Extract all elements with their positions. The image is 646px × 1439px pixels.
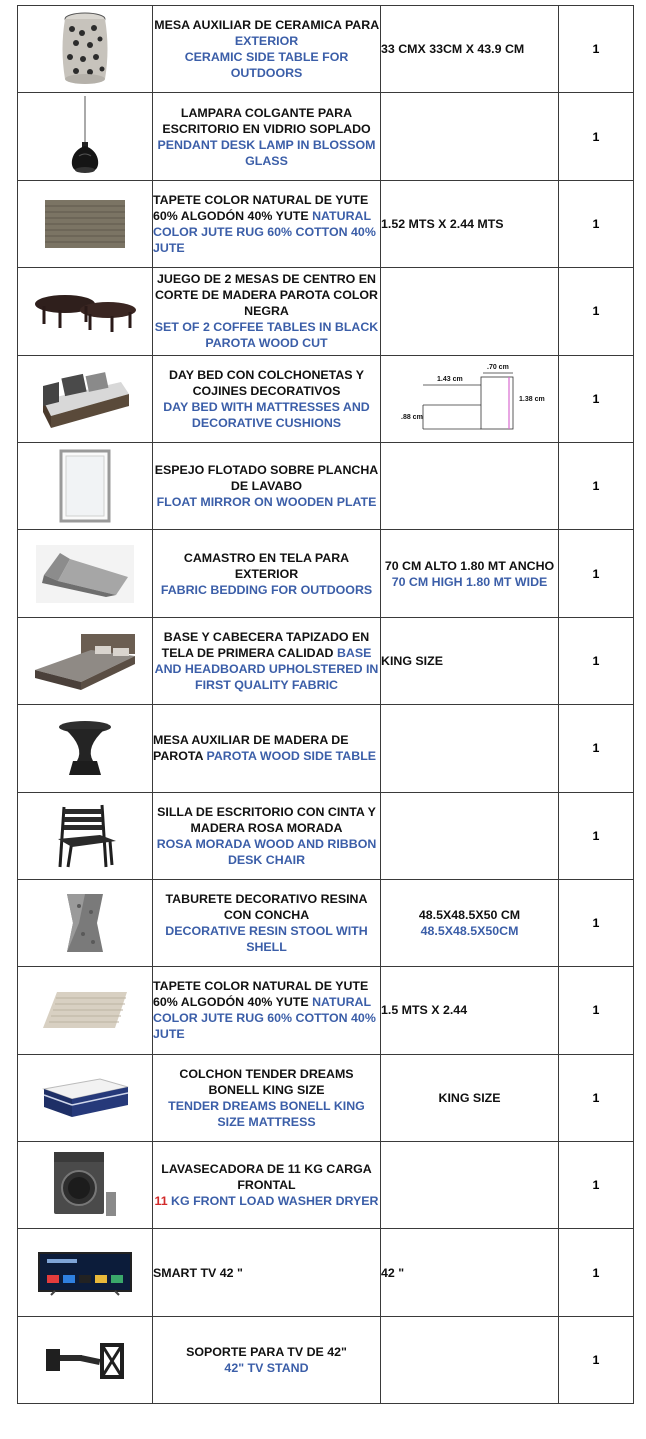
item-description: LAMPARA COLGANTE PARA ESCRITORIO EN VIDRIO SOPLADO PENDANT DESK LAMP IN BLOSSOM GLASS [153, 93, 381, 180]
coffee-tables-image [18, 268, 153, 355]
svg-text:.70 cm: .70 cm [486, 363, 509, 371]
item-description: LAVASECADORA DE 11 KG CARGA FRONTAL 11 KG FRONT LOAD WASHER DRYER [153, 1142, 381, 1229]
item-size [381, 442, 559, 529]
item-description: SILLA DE ESCRITORIO CON CINTA Y MADERA ROSA MORADA ROSA MORADA WOOD AND RIBBON DESK CHAIR [153, 792, 381, 879]
svg-text:.88 cm: .88 cm [400, 413, 423, 421]
tv-stand-image [18, 1316, 153, 1403]
jute-rug-image [18, 180, 153, 267]
item-description: MESA AUXILIAR DE MADERA DE PAROTA PAROTA WOOD SIDE TABLE [153, 705, 381, 792]
item-quantity: 1 [559, 268, 634, 355]
svg-text:1.43 cm: 1.43 cm [436, 375, 463, 383]
item-quantity: 1 [559, 1142, 634, 1229]
item-quantity: 1 [559, 355, 634, 442]
item-size: 33 CMX 33CM X 43.9 CM [381, 6, 559, 93]
item-quantity: 1 [559, 442, 634, 529]
item-size: 48.5X48.5X50 CM 48.5X48.5X50CM [381, 879, 559, 966]
item-size [381, 93, 559, 180]
item-size: 1.5 MTS X 2.44 [381, 967, 559, 1054]
mirror-image [18, 442, 153, 529]
item-description: TABURETE DECORATIVO RESINA CON CONCHA DECORATIVE RESIN STOOL WITH SHELL [153, 879, 381, 966]
item-size: 42 " [381, 1229, 559, 1316]
item-size: 1.52 MTS X 2.44 MTS [381, 180, 559, 267]
pendant-lamp-image [18, 93, 153, 180]
table-row [18, 879, 634, 966]
item-quantity: 1 [559, 530, 634, 617]
desk-chair-image [18, 792, 153, 879]
dimension-diagram [381, 355, 559, 442]
item-quantity: 1 [559, 967, 634, 1054]
item-size [381, 792, 559, 879]
table-row [18, 1054, 634, 1141]
table-row [18, 530, 634, 617]
resin-stool-image [18, 879, 153, 966]
table-row [18, 617, 634, 704]
item-size [381, 705, 559, 792]
item-size: KING SIZE [381, 617, 559, 704]
item-description: DAY BED CON COLCHONETAS Y COJINES DECORATIVOS DAY BED WITH MATTRESSES AND DECORATIVE CUSHIONS [153, 355, 381, 442]
table-row [18, 268, 634, 355]
item-quantity: 1 [559, 1316, 634, 1403]
washer-dryer-image [18, 1142, 153, 1229]
item-quantity: 1 [559, 1229, 634, 1316]
table-row [18, 355, 634, 442]
ceramic-side-table-image [18, 6, 153, 93]
table-row [18, 705, 634, 792]
table-row [18, 1229, 634, 1316]
table-row [18, 967, 634, 1054]
item-quantity: 1 [559, 6, 634, 93]
outdoor-lounger-image [18, 530, 153, 617]
item-quantity: 1 [559, 93, 634, 180]
table-row [18, 1316, 634, 1403]
table-row [18, 1142, 634, 1229]
item-quantity: 1 [559, 792, 634, 879]
item-size: KING SIZE [381, 1054, 559, 1141]
product-table [17, 5, 634, 1404]
item-description: CAMASTRO EN TELA PARA EXTERIOR FABRIC BEDDING FOR OUTDOORS [153, 530, 381, 617]
bed-image [18, 617, 153, 704]
day-bed-image [18, 355, 153, 442]
item-quantity: 1 [559, 617, 634, 704]
item-size: 70 CM ALTO 1.80 MT ANCHO 70 CM HIGH 1.80 MT WIDE [381, 530, 559, 617]
table-row [18, 792, 634, 879]
item-description: JUEGO DE 2 MESAS DE CENTRO EN CORTE DE MADERA PAROTA COLOR NEGRA SET OF 2 COFFEE TABLES IN BLACK PAROTA WOOD CUT [153, 268, 381, 355]
item-size [381, 268, 559, 355]
wood-side-table-image [18, 705, 153, 792]
item-quantity: 1 [559, 1054, 634, 1141]
item-description: COLCHON TENDER DREAMS BONELL KING SIZE TENDER DREAMS BONELL KING SIZE MATTRESS [153, 1054, 381, 1141]
item-description: MESA AUXILIAR DE CERAMICA PARA EXTERIOR CERAMIC SIDE TABLE FOR OUTDOORS [153, 6, 381, 93]
item-quantity: 1 [559, 705, 634, 792]
smart-tv-image [18, 1229, 153, 1316]
item-description: SOPORTE PARA TV DE 42" 42" TV STAND [153, 1316, 381, 1403]
jute-rug-2-image [18, 967, 153, 1054]
item-quantity: 1 [559, 180, 634, 267]
item-description: SMART TV 42 " [153, 1229, 381, 1316]
item-size [381, 1316, 559, 1403]
item-description: TAPETE COLOR NATURAL DE YUTE 60% ALGODÓN 40% YUTE NATURAL COLOR JUTE RUG 60% COTTON 40% JUTE [153, 180, 381, 267]
table-row [18, 442, 634, 529]
item-size [381, 1142, 559, 1229]
item-description: BASE Y CABECERA TAPIZADO EN TELA DE PRIMERA CALIDAD BASE AND HEADBOARD UPHOLSTERED IN FIRST QUALITY FABRIC [153, 617, 381, 704]
table-row [18, 93, 634, 180]
mattress-image [18, 1054, 153, 1141]
table-row [18, 180, 634, 267]
item-description: ESPEJO FLOTADO SOBRE PLANCHA DE LAVABO FLOAT MIRROR ON WOODEN PLATE [153, 442, 381, 529]
item-quantity: 1 [559, 879, 634, 966]
table-row [18, 6, 634, 93]
svg-text:1.38 cm: 1.38 cm [518, 395, 545, 403]
item-description: TAPETE COLOR NATURAL DE YUTE 60% ALGODÓN 40% YUTE NATURAL COLOR JUTE RUG 60% COTTON 40% JUTE [153, 967, 381, 1054]
